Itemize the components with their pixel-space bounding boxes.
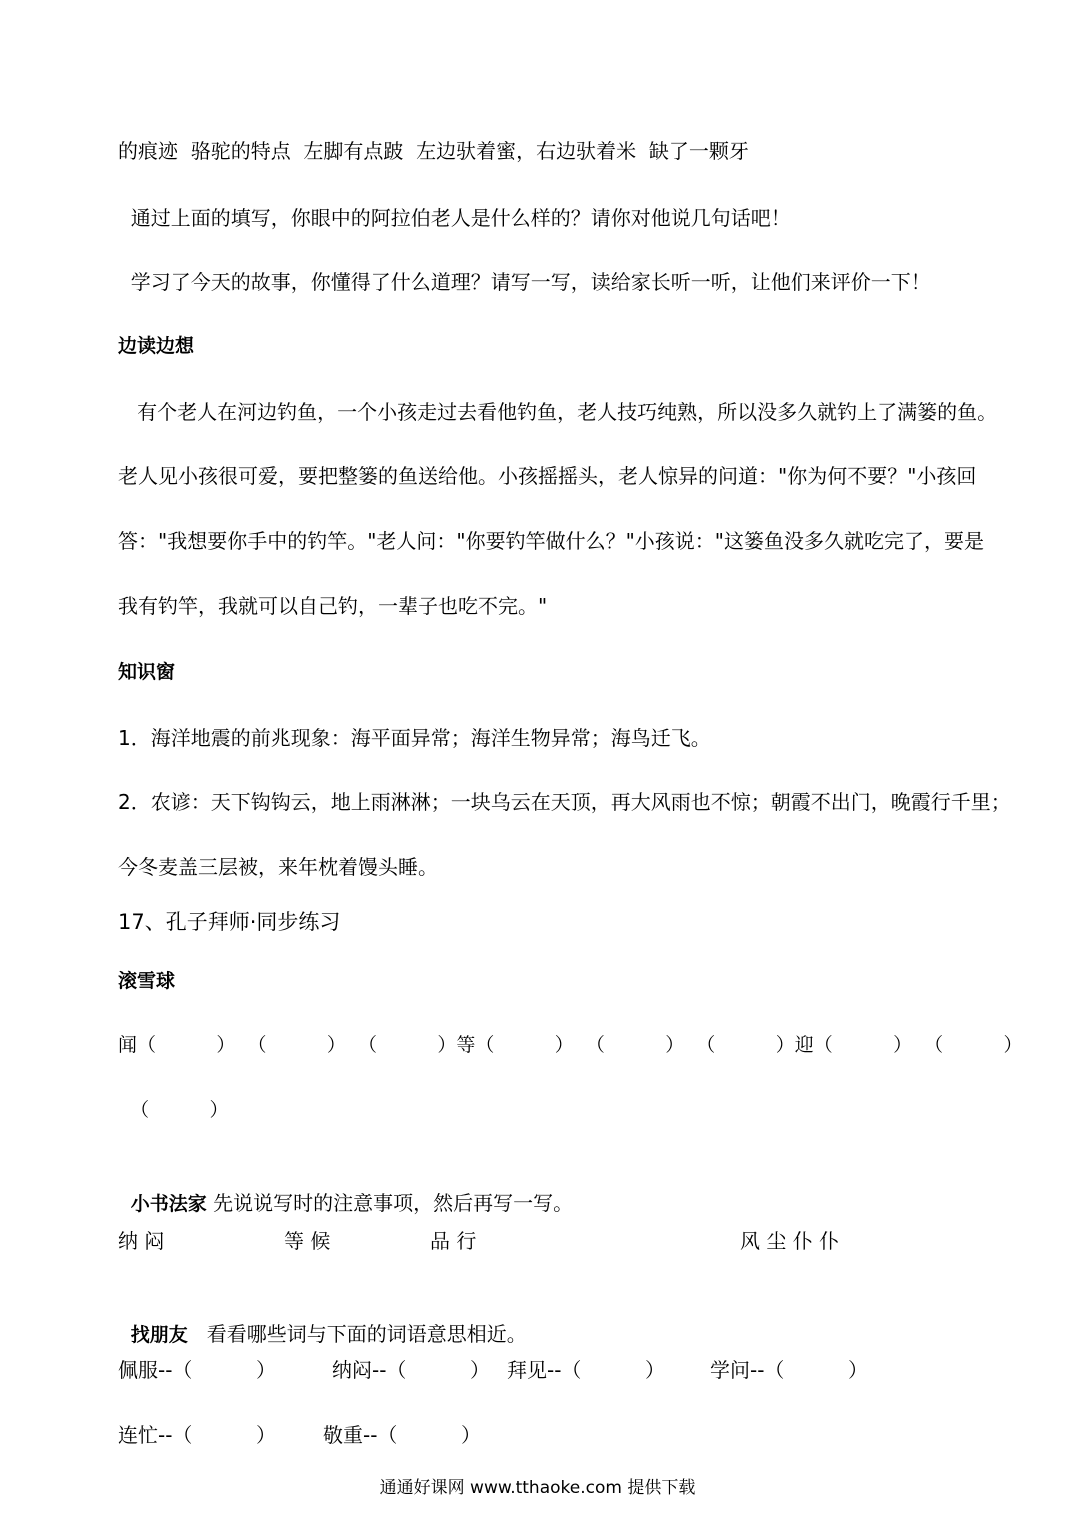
synonym-blank: 拜见--（ ） [507,1358,666,1382]
section-heading: 小书法家 [130,1193,207,1215]
practice-word: 品 行 [430,1229,477,1253]
synonym-blank: 敬重--（ ） [323,1423,482,1447]
instruction-text: 先说说写时的注意事项，然后再写一写。 [206,1191,574,1215]
paragraph-line: 答："我想要你手中的钓竿。"老人问："你要钓竿做什么？"小孩说："这篓鱼没多久就吃完了，要是 [118,529,984,553]
paragraph-line: 有个老人在河边钓鱼，一个小孩走过去看他钓鱼，老人技巧纯熟，所以没多久就钓上了满篓的鱼。 [118,400,998,424]
instruction-text: 看看哪些词与下面的词语意思相近。 [187,1322,527,1346]
page-footer: 通通好课网 www.tthaoke.com 提供下载 [379,1478,696,1498]
knowledge-item: 今冬麦盖三层被，来年枕着馒头睡。 [118,855,438,879]
knowledge-item: 2．农谚：天下钩钩云，地上雨淋淋；一块乌云在天顶，再大风雨也不惊；朝霞不出门，晚霞行千里； [118,790,1011,814]
synonym-blank: 佩服--（ ） [118,1358,277,1382]
synonym-blank: 纳闷--（ ） [332,1358,491,1382]
text-line: 学习了今天的故事，你懂得了什么道理？请写一写，读给家长听一听，让他们来评价一下！ [118,270,931,294]
practice-word: 风 尘 仆 仆 [740,1229,840,1253]
synonym-blank: 连忙--（ ） [118,1423,277,1447]
text-line: 的痕迹 骆驼的特点 左脚有点跛 左边驮着蜜，右边驮着米 缺了一颗牙 [118,139,749,163]
section-heading: 滚雪球 [118,970,176,992]
practice-word: 等 候 [284,1229,331,1253]
synonym-blank: 学问--（ ） [710,1358,869,1382]
section-heading: 边读边想 [118,335,195,357]
lesson-title: 17、孔子拜师·同步练习 [118,910,341,934]
calligraphy-row [118,1161,573,1218]
fill-blank-line: 闻（ ） （ ） （ ）等（ ） （ ） （ ）迎（ ） （ ） [118,1034,1023,1056]
knowledge-item: 1．海洋地震的前兆现象：海平面异常；海洋生物异常；海鸟迁飞。 [118,726,711,750]
section-heading: 知识窗 [118,661,176,683]
find-friends-row [118,1292,527,1349]
text-line: 通过上面的填写，你眼中的阿拉伯老人是什么样的？请你对他说几句话吧！ [118,206,791,230]
section-heading: 找朋友 [130,1324,188,1346]
practice-word: 纳 闷 [118,1229,165,1253]
fill-blank-line: （ ） [118,1099,229,1121]
paragraph-line: 老人见小孩很可爱，要把整篓的鱼送给他。小孩摇摇头，老人惊异的问道："你为何不要？"小孩回 [118,464,977,488]
paragraph-line: 我有钓竿，我就可以自己钓，一辈子也吃不完。" [118,594,548,618]
